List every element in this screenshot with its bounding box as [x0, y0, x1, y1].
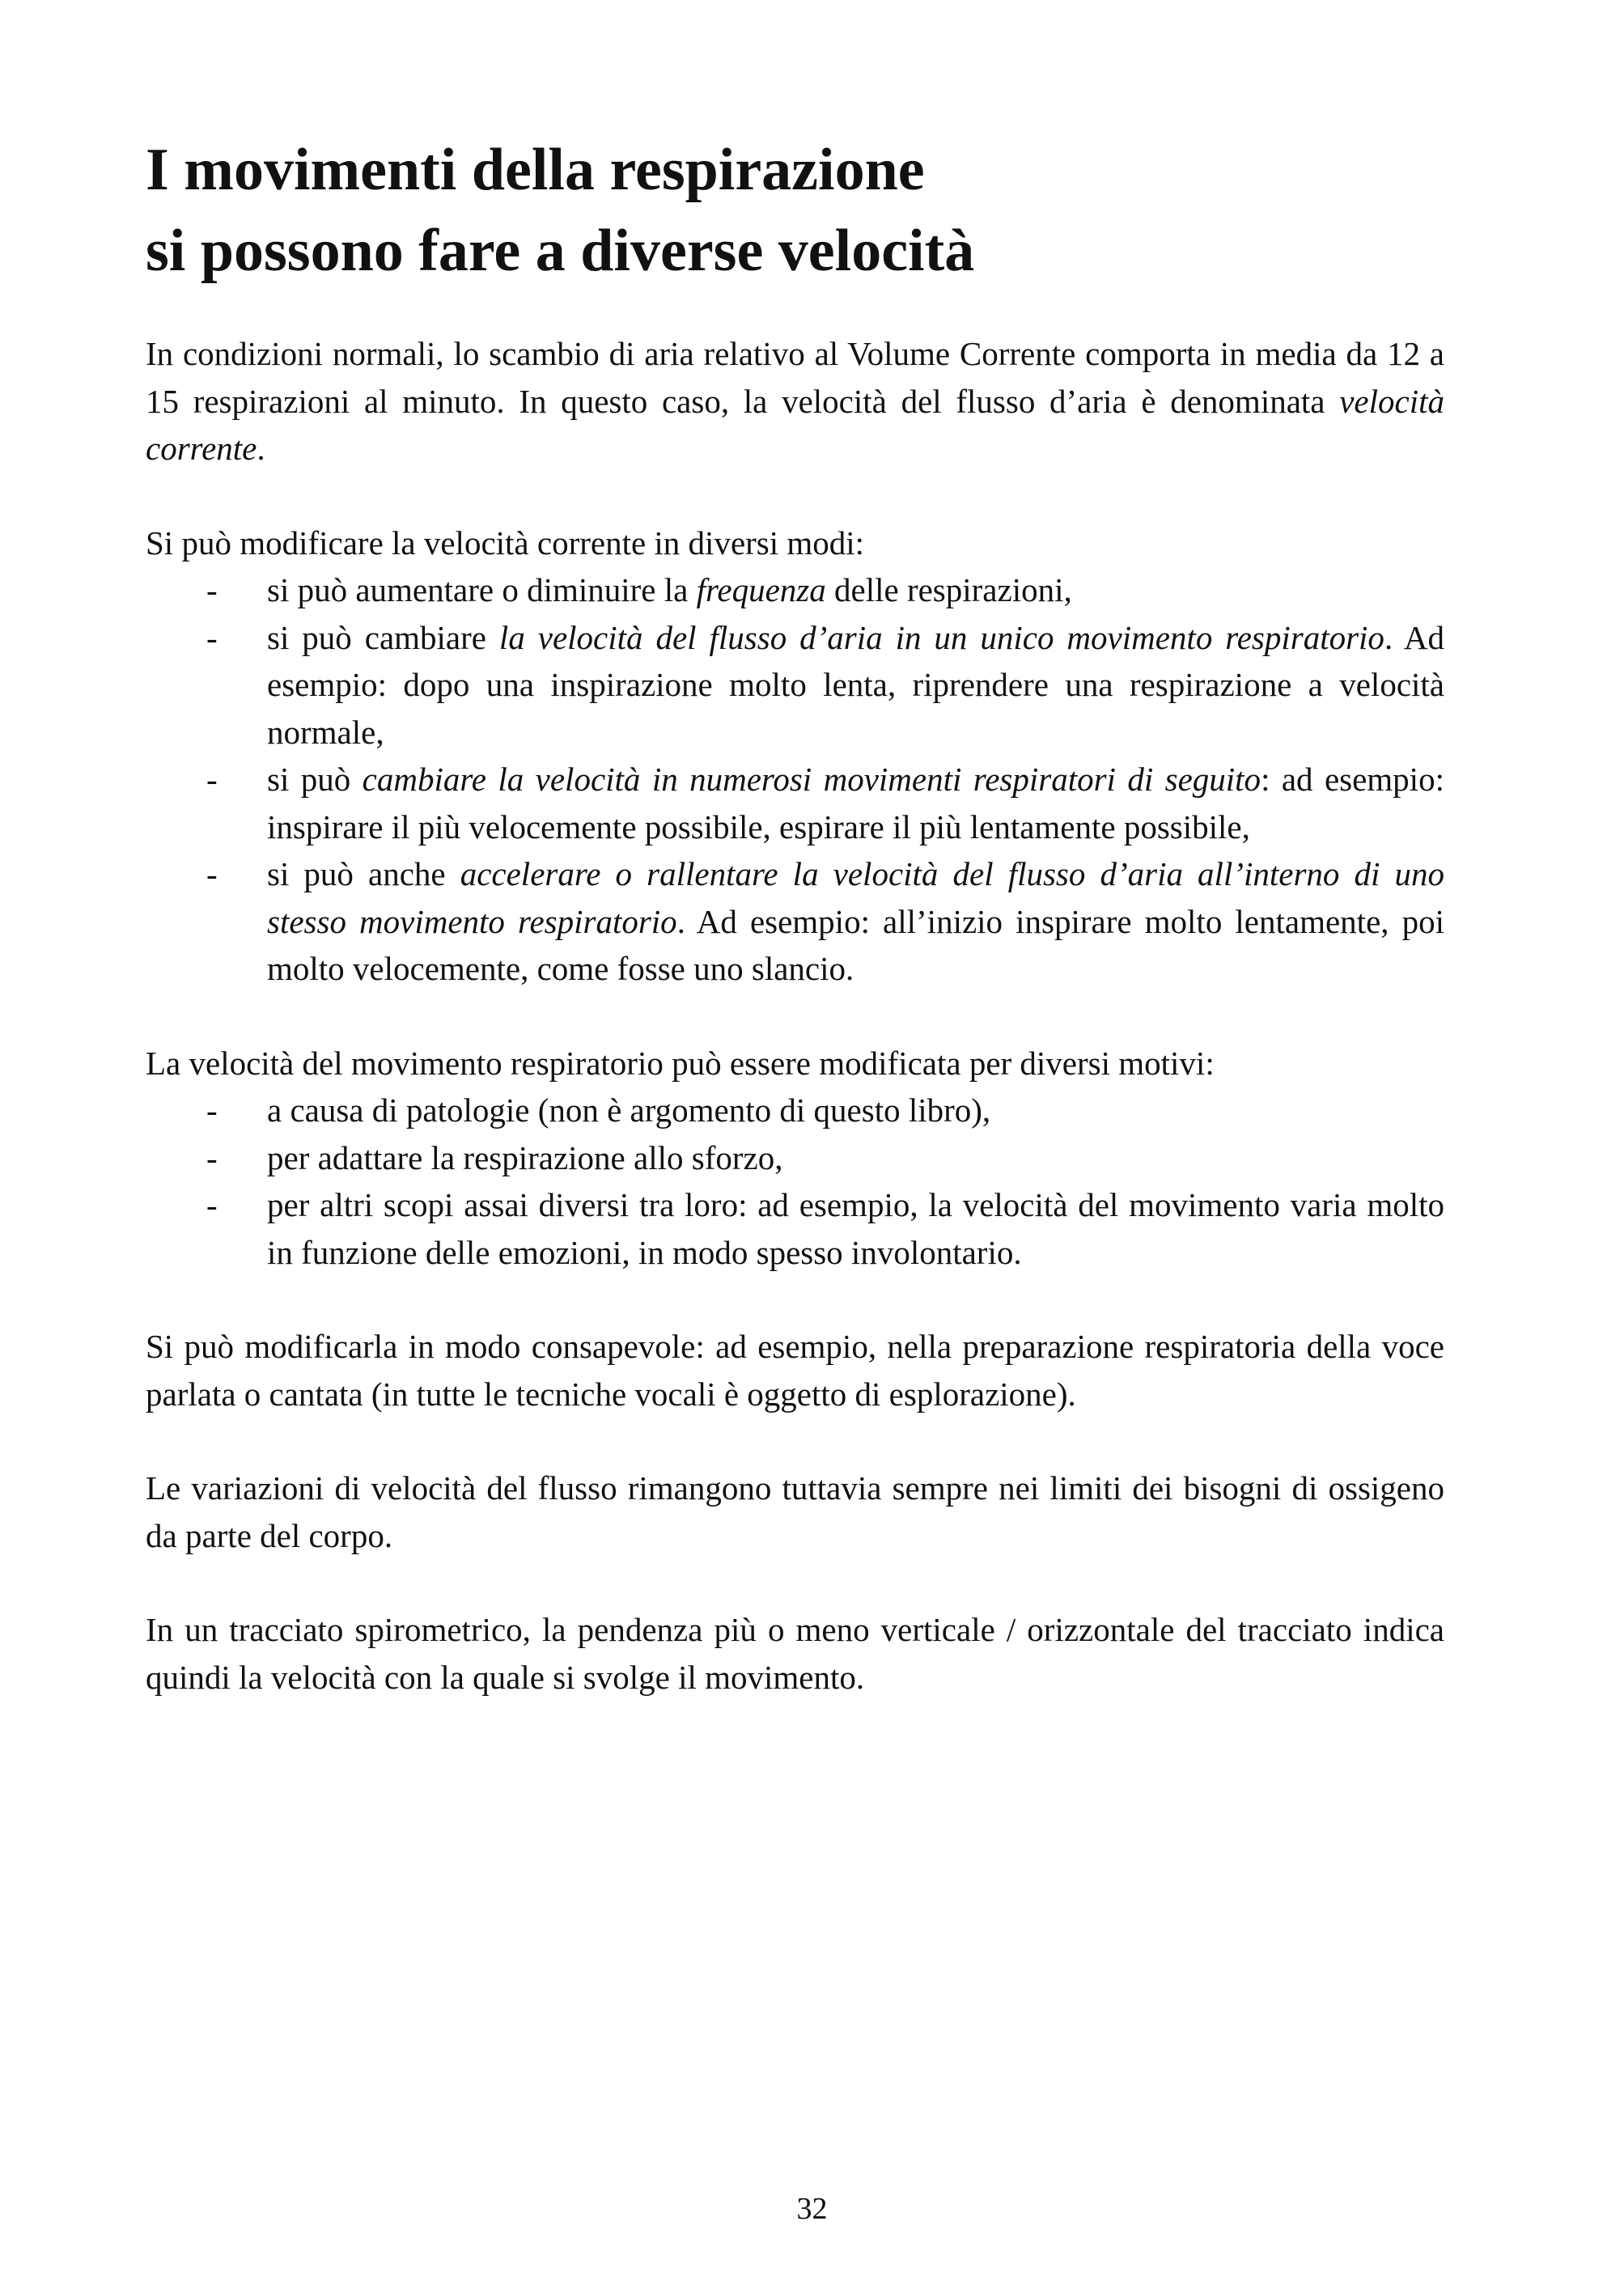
dash-bullet: -: [206, 1138, 218, 1176]
dash-bullet: -: [206, 618, 218, 656]
item-text: si può: [267, 761, 363, 798]
item-text: si può aumentare o diminuire la: [267, 571, 697, 608]
dash-bullet: -: [206, 571, 218, 608]
dash-bullet: -: [206, 1186, 218, 1223]
italic-term: frequenza: [696, 571, 826, 608]
paragraph-limiti: Le variazioni di velocità del flusso rimangono tuttavia sempre nei limiti dei bisogni di ossigeno da parte del corpo.: [146, 1469, 1444, 1554]
item-text: per adattare la respirazione allo sforzo,: [267, 1138, 783, 1176]
item-text: delle respirazioni,: [825, 571, 1072, 608]
item-text: a causa di patologie (non è argomento di questo libro),: [267, 1091, 991, 1129]
dash-bullet: -: [206, 1091, 218, 1129]
item-text: . Ad esempio: all’inizio inspirare molto lentamente, poi molto velocemente, come fosse uno slancio.: [267, 902, 1444, 987]
page-content: [146, 129, 1444, 1701]
paragraph-modi: [146, 519, 1444, 993]
italic-term: velocità corrente: [146, 382, 1444, 467]
italic-term: la velocità del flusso d’aria in un unico movimento respiratorio: [498, 618, 1384, 656]
paragraph-intro: Si può modificare la velocità corrente in diversi modi:: [146, 523, 865, 562]
list-item: [146, 850, 1444, 993]
italic-term: cambiare la velocità in numerosi movimenti respiratori di seguito: [362, 761, 1261, 798]
list-modi: [146, 566, 1444, 993]
dash-bullet: -: [206, 761, 218, 798]
paragraph-velocita-corrente: [146, 330, 1444, 473]
paragraph-text: In condizioni normali, lo scambio di aria relativo al Volume Corrente comporta in media da 12 a 15 respirazioni al minuto. In questo caso, la velocità del flusso d’aria è denominata: [146, 335, 1444, 420]
paragraph-motivi: [146, 1040, 1444, 1277]
page-title: [146, 129, 1444, 291]
dash-bullet: -: [206, 855, 218, 892]
item-text: per altri scopi assai diversi tra loro: ad esempio, la velocità del movimento varia molto in funzione delle emozioni, in modo spesso involontario.: [267, 1186, 1444, 1271]
paragraph-intro: La velocità del movimento respiratorio può essere modificata per diversi motivi:: [146, 1044, 1215, 1082]
paragraph-spirometrico: In un tracciato spirometrico, la pendenza più o meno verticale / orizzontale del tracciato indica quindi la velocità con la quale si svolge il movimento.: [146, 1611, 1444, 1696]
item-text: : ad esempio: inspirare il più velocemente possibile, espirare il più lentamente possibile,: [267, 761, 1444, 846]
title-line-1: I movimenti della respirazione: [146, 137, 925, 203]
list-item: [146, 1181, 1444, 1276]
list-item: [146, 756, 1444, 850]
list-item: [146, 1134, 1444, 1182]
paragraph-tail: .: [257, 430, 265, 467]
list-item: [146, 614, 1444, 757]
list-motivi: [146, 1087, 1444, 1276]
italic-term: accelerare o rallentare la velocità del flusso d’aria all’interno di uno stesso movimento respiratorio: [267, 855, 1444, 940]
page-number: 32: [796, 2192, 828, 2226]
title-line-2: si possono fare a diverse velocità: [146, 218, 975, 284]
list-item: [146, 566, 1444, 614]
item-text: . Ad esempio: dopo una inspirazione molto lenta, riprendere una respirazione a velocità normale,: [267, 618, 1444, 751]
list-item: [146, 1087, 1444, 1134]
item-text: si può cambiare: [267, 618, 499, 656]
paragraph-consapevole: Si può modificarla in modo consapevole: ad esempio, nella preparazione respiratoria della voce parlata o cantata (in tutte le tecniche vocali è oggetto di esplorazione).: [146, 1328, 1444, 1413]
item-text: si può anche: [267, 855, 460, 892]
